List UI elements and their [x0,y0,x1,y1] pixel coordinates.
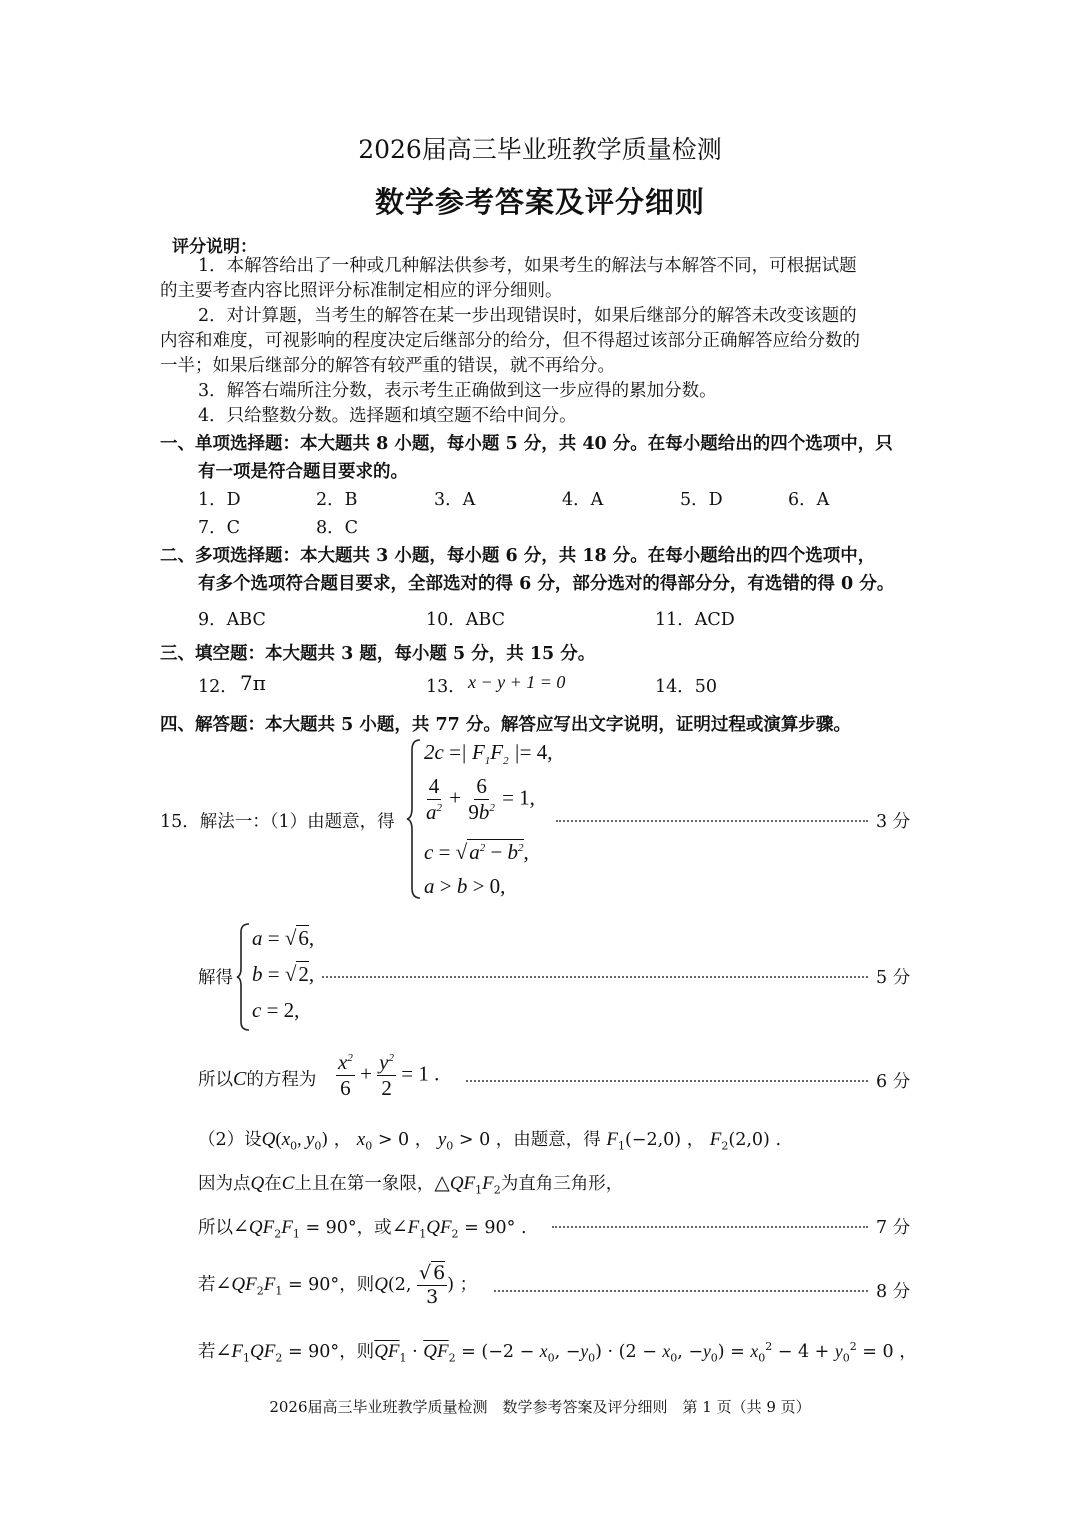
text-then-2: ，则 [339,1342,375,1362]
answer-13-value: x − y + 1 = 0 [468,672,566,692]
eq-mid-text: 的方程为 [246,1070,317,1090]
section-1-heading: 一、单项选择题：本大题共 8 小题，每小题 5 分，共 40 分。在每小题给出的四个选项中，只 [160,434,893,454]
section-2-heading-cont: 有多个选项符合题目要求，全部选对的得 6 分，部分选对的得部分分，有选错的得 0 分。 [198,574,895,594]
text-first-quadrant: 上且在第一象限， [294,1174,435,1194]
dot-leader-5 [494,1290,868,1292]
answer-5: 5．D [680,490,723,510]
text-if-1: 若 [198,1275,216,1295]
dot-leader-2 [322,976,868,978]
q15-equation-line: 所以C的方程为 [198,1068,317,1090]
page-footer: 2026届高三毕业班教学质量检测 数学参考答案及评分细则 第 1 页（共 9 页） [269,1398,811,1416]
note-3: 3．解答右端所注分数，表示考生正确做到这一步应得的累加分数。 [198,381,717,401]
notes-heading: 评分说明： [172,237,257,257]
answer-12-value: 7π [240,671,266,695]
section-1-heading-cont: 有一项是符合题目要求的。 [198,462,408,482]
note-4: 4．只给整数分数。选择题和填空题不给中间分。 [198,406,577,426]
answer-9: 9．ABC [198,610,266,630]
section-4-heading: 四、解答题：本大题共 5 小题，共 77 分。解答应写出文字说明，证明过程或演算步骤。 [160,715,851,735]
answer-2: 2．B [316,490,358,510]
note-1a: 1．本解答给出了一种或几种解法供参考，如果考生的解法与本解答不同，可根据试题 [198,256,857,276]
answer-3: 3．A [434,490,476,510]
left-brace-1 [406,738,424,900]
eq-a-value: a = √6, [252,926,315,950]
answer-11: 11．ACD [655,610,735,630]
score-5: 5 分 [876,968,911,988]
q15-part2-line: （2）设$Q(x_0$, $y_0$) ， $x_0 > 0$ ， $y_0 > 0$ ，由题意，得 $F_1(-2,0)$ ， $F_2(2,0)$ . [198,1129,782,1153]
text-then-1: ，则 [339,1275,375,1295]
left-brace-2 [236,922,252,1034]
q15-right-triangle-line: 因为点Q在C上且在第一象限，$\triangle QF_1F_2$为直角三角形， [198,1170,624,1197]
score-7: 7 分 [876,1218,911,1238]
answer-8: 8．C [316,518,359,538]
answer-12-label: 12． [198,677,238,697]
note-2b: 内容和难度，可视影响的程度决定后继部分的给分，但不得超过该部分正确解答应给分数的 [160,331,860,351]
eq-point-on-ellipse: $\frac{4}{a^2}$ + $\frac{6}{9b^2}$ = 1, [426,774,535,824]
eq-inequality: a > b > 0, [424,874,506,898]
document-title: 2026届高三毕业班教学质量检测 [358,135,722,164]
note-2c: 一半；如果后继部分的解答有较严重的错误，就不再给分。 [160,356,615,376]
text-if-2: 若 [198,1342,216,1362]
score-8: 8 分 [876,1282,911,1302]
eq-focal-distance: 2c =| $F_1F_2$ |= 4, [424,740,553,768]
answer-13-label: 13． [426,677,466,697]
answer-7: 7．C [198,518,241,538]
text-or: ，或 [356,1218,392,1238]
part2-prefix: （2）设 [198,1130,262,1150]
eq-c-definition: $c = √a^2 - b^2$, [424,840,529,864]
document-subtitle: 数学参考答案及评分细则 [374,185,705,219]
answer-1: 1．D [198,490,241,510]
eq-c-value: c = 2, [252,998,300,1022]
answer-4: 4．A [562,490,604,510]
answer-14: 14．50 [655,677,718,697]
text-right-triangle: 为直角三角形， [500,1174,624,1194]
score-6: 6 分 [876,1072,911,1092]
text-because-point: 因为点 [198,1174,251,1194]
q15-case1-line: 若$\angle QF_2F_1 = 90^\circ$，则Q(2, $\frac{√ 6}{3}$ ) ； [198,1262,478,1308]
answer-10: 10．ABC [426,610,505,630]
note-1b: 的主要考查内容比照评分标准制定相应的评分细则。 [160,281,563,301]
dot-leader-3 [466,1080,868,1082]
eq-prefix-text: 所以 [198,1070,233,1090]
q15-intro: 15．解法一：（1）由题意，得 [160,812,395,832]
q15-angle-cases-line: 所以$\angle QF_2F_1 = 90^\circ$，或$\angle F_1QF_2 = 90^\circ$ . [198,1216,527,1241]
eq-ellipse: $\frac{x^2}{6}$ + $\frac{y^2}{2}$ = 1 . [338,1050,440,1100]
eq-b-value: b = √2, [252,962,315,986]
score-3: 3 分 [876,812,911,832]
note-2a: 2．对计算题，当考生的解答在某一步出现错误时，如果后继部分的解答未改变该题的 [198,306,857,326]
dot-leader-4 [552,1226,868,1228]
q15-solve-label: 解得 [198,968,233,988]
section-2-heading: 二、多项选择题：本大题共 3 小题，每小题 6 分，共 18 分。在每小题给出的四个选项中， [160,546,876,566]
q15-case2-line: 若$\angle F_1QF_2 = 90^\circ$，则$\overline{QF}_1 \cdot \overline{QF}_2 = (-2 - x_0$, $-y_0) \cdot (2 - x_0$, $-y_0) = x_0^2 - 4 + y_0^2 = 0$ ， [198,1340,917,1365]
dot-leader-1 [556,820,868,822]
part2-mid: ，由题意，得 [495,1130,601,1150]
answer-6: 6．A [788,490,830,510]
text-on: 在 [264,1174,282,1194]
text-so: 所以 [198,1218,233,1238]
section-3-heading: 三、填空题：本大题共 3 题，每小题 5 分，共 15 分。 [160,644,596,664]
